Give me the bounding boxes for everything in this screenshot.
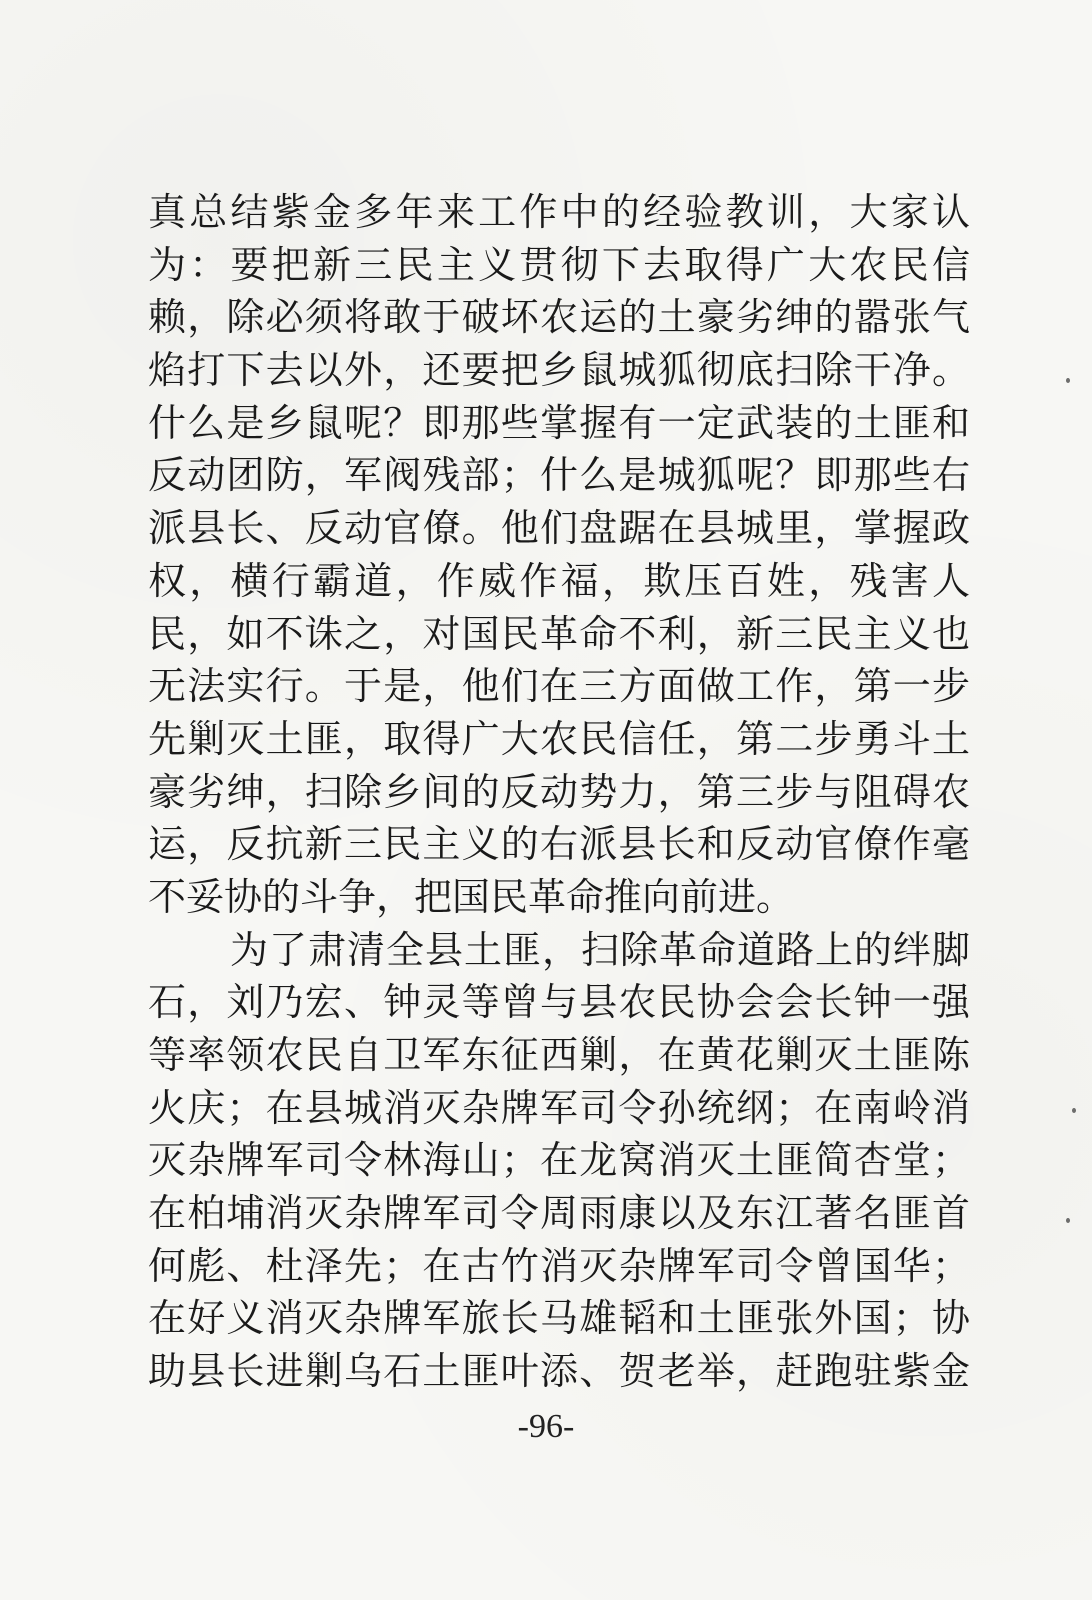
- page-number: -96-: [517, 1408, 575, 1445]
- text-line: 在柏埔消灭杂牌军司令周雨康以及东江著名匪首: [148, 1191, 970, 1236]
- text-line: 运，反抗新三民主义的右派县长和反动官僚作毫: [148, 822, 970, 867]
- text-line: 先剿灭土匪，取得广大农民信任，第二步勇斗土: [148, 716, 970, 761]
- text-line: 民，如不诛之，对国民革命不利，新三民主义也: [148, 611, 970, 656]
- scan-speck: [1066, 1218, 1070, 1223]
- text-line: 真总结紫金多年来工作中的经验教训，大家认: [148, 190, 970, 234]
- text-line: 赖，除必须将敢于破坏农运的土豪劣绅的嚣张气: [148, 295, 970, 340]
- text-line: 助县长进剿乌石土匪叶添、贺老举，赶跑驻紫金: [148, 1349, 970, 1394]
- text-line: 权，横行霸道，作威作福，欺压百姓，残害人: [148, 558, 970, 603]
- body-text: [148, 186, 970, 1398]
- text-line: 火庆；在县城消灭杂牌军司令孙统纲；在南岭消: [148, 1085, 970, 1130]
- text-line: 在好义消灭杂牌军旅长马雄韬和土匪张外国；协: [148, 1296, 970, 1341]
- text-line: 灭杂牌军司令林海山；在龙窝消灭土匪简杏堂；: [148, 1138, 970, 1183]
- scan-speck: [1072, 1108, 1076, 1113]
- text-line: 等率领农民自卫军东征西剿，在黄花剿灭土匪陈: [148, 1033, 970, 1077]
- text-line: 石，刘乃宏、钟灵等曾与县农民协会会长钟一强: [148, 980, 970, 1025]
- text-line: 为了肃清全县土匪，扫除革命道路上的绊脚: [230, 927, 970, 972]
- text-line: 反动团防，军阀残部；什么是城狐呢？即那些右: [148, 453, 970, 498]
- text-line: 豪劣绅，扫除乡间的反动势力，第三步与阻碍农: [148, 769, 970, 814]
- text-line: 什么是乡鼠呢？即那些掌握有一定武装的土匪和: [148, 400, 970, 445]
- text-line: 焰打下去以外，还要把乡鼠城狐彻底扫除干净。: [148, 348, 970, 393]
- text-line: 何彪、杜泽先；在古竹消灭杂牌军司令曾国华；: [148, 1243, 970, 1288]
- text-line: 无法实行。于是，他们在三方面做工作，第一步: [148, 664, 970, 709]
- scan-speck: [1066, 378, 1070, 383]
- text-line: 派县长、反动官僚。他们盘踞在县城里，掌握政: [148, 506, 970, 551]
- text-line: 为：要把新三民主义贯彻下去取得广大农民信: [148, 242, 970, 287]
- text-line: 不妥协的斗争，把国民革命推向前进。: [148, 874, 795, 919]
